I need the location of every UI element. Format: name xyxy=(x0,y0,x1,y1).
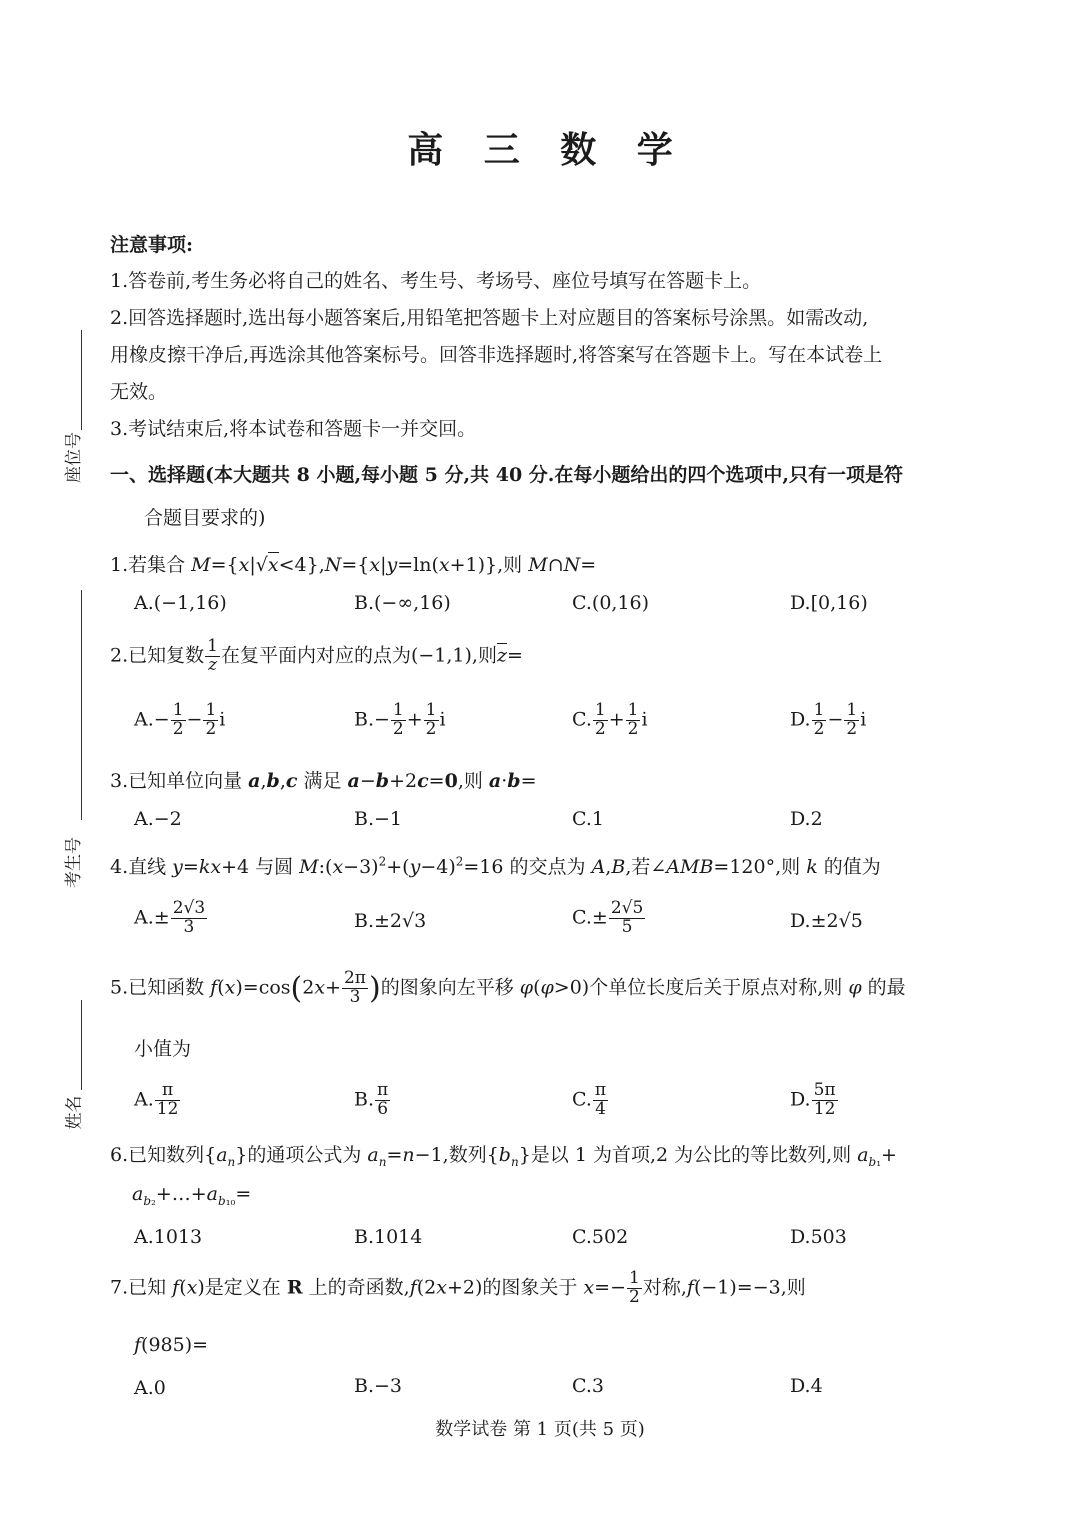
q7-option-b: B.−3 xyxy=(354,1375,403,1397)
q1-option-c: C.(0,16) xyxy=(572,592,650,614)
q2-option-b: B.− $\frac{1}{2}$ + $\frac{1}{2}$ i xyxy=(354,700,446,739)
page-title: 高 三 数 学 xyxy=(407,130,687,171)
question-4: 4.直线 y=kx+4 与圆 $M:(x-3)^2+(y-4)^2=16$ 的交点为 A,B,若∠AMB=120°,则 k 的值为 xyxy=(110,854,881,878)
exam-number-line xyxy=(81,590,82,820)
q7-option-c: C.3 xyxy=(572,1375,604,1397)
q2-option-d: D. $\frac{1}{2}$ − $\frac{1}{2}$ i xyxy=(790,700,867,739)
q5-option-c: C. $\frac{\pi}{4}$ xyxy=(572,1080,607,1119)
q5-option-a: A. $\frac{\pi}{12}$ xyxy=(134,1080,179,1119)
q7-option-a: A.0 xyxy=(134,1377,166,1399)
q3-option-b: B.−1 xyxy=(354,808,403,830)
q5-option-d: D. $\frac{5\pi}{12}$ xyxy=(790,1080,836,1119)
q6-option-a: A.1013 xyxy=(134,1226,203,1248)
q7-option-d: D.4 xyxy=(790,1375,823,1397)
q3-option-d: D.2 xyxy=(790,808,823,830)
name-line xyxy=(81,1000,82,1090)
question-1: 1.若集合 M={x|√x<4},N={x|y=ln(x+1)},则 M∩N= xyxy=(110,554,597,576)
exam-number-label: 考生号 xyxy=(64,837,84,888)
seat-number-label: 座位号 xyxy=(64,432,84,483)
notice-item-2-line-1: 2.回答选择题时,选出每小题答案后,用铅笔把答题卡上对应题目的答案标号涂黑。如需改动, xyxy=(110,307,869,329)
page-footer: 数学试卷 第 1 页(共 5 页) xyxy=(435,1419,645,1440)
section-heading: 一、选择题(本大题共 8 小题,每小题 5 分,共 40 分.在每小题给出的四个选项中,只有一项是符 xyxy=(110,464,904,486)
question-6-cont: $a_{b_2}+\dots+a_{b_{10}}=$ xyxy=(132,1183,252,1208)
q4-option-a: A.± $\frac{2√3}{3}$ xyxy=(134,898,206,937)
question-7: 7.已知 f(x)是定义在 R 上的奇函数,f(2x+2)的图象关于 x=− $\frac{1}{2}$ 对称,f(−1)=−3,则 xyxy=(110,1268,806,1307)
q1-option-d: D.[0,16) xyxy=(790,592,868,614)
q5-option-b: B. $\frac{\pi}{6}$ xyxy=(354,1080,389,1119)
question-6: 6.已知数列$\{a_n\}$的通项公式为 $a_n=n-1$,数列$\{b_n\}$是以 1 为首项,2 为公比的等比数列,则 $a_{b_1}+$ xyxy=(110,1144,897,1169)
q4-option-c: C.± $\frac{2√5}{5}$ xyxy=(572,898,644,937)
question-5: 5.已知函数 f(x)=cos(2x+ $\frac{2\pi}{3}$ )的图象向左平移 φ(φ>0)个单位长度后关于原点对称,则 φ 的最 xyxy=(110,968,906,1007)
q6-option-d: D.503 xyxy=(790,1226,847,1248)
q2-option-a: A.− $\frac{1}{2}$ − $\frac{1}{2}$ i xyxy=(134,700,226,739)
notice-heading: 注意事项: xyxy=(110,234,194,256)
notice-item-1: 1.答卷前,考生务必将自己的姓名、考生号、考场号、座位号填写在答题卡上。 xyxy=(110,270,762,292)
q3-option-c: C.1 xyxy=(572,808,604,830)
q2-option-c: C. $\frac{1}{2}$ + $\frac{1}{2}$ i xyxy=(572,700,648,739)
seat-number-line xyxy=(81,330,82,430)
q6-option-b: B.1014 xyxy=(354,1226,423,1248)
name-label: 姓名 xyxy=(64,1095,85,1130)
q3-option-a: A.−2 xyxy=(134,808,182,830)
notice-item-2-line-3: 无效。 xyxy=(110,381,168,403)
q6-option-c: C.502 xyxy=(572,1226,629,1248)
q1-option-a: A.(−1,16) xyxy=(134,592,227,614)
section-heading-cont: 合题目要求的) xyxy=(144,507,266,529)
notice-item-2-line-2: 用橡皮擦干净后,再选涂其他答案标号。回答非选择题时,将答案写在答题卡上。写在本试卷上 xyxy=(110,344,883,366)
question-2: 2.已知复数 $\frac{1}{z}$ 在复平面内对应的点为(−1,1),则$\overline{z}=$ xyxy=(110,636,523,675)
question-3: 3.已知单位向量 a,b,c 满足 a−b+2c=0,则 a·b= xyxy=(110,770,537,792)
q4-option-b: B.±2√3 xyxy=(354,910,427,932)
question-7-cont: f(985)= xyxy=(134,1334,209,1356)
notice-item-3: 3.考试结束后,将本试卷和答题卡一并交回。 xyxy=(110,418,477,440)
q4-option-d: D.±2√5 xyxy=(790,910,863,932)
q1-option-b: B.(−∞,16) xyxy=(354,592,451,614)
question-5-cont: 小值为 xyxy=(134,1038,192,1060)
